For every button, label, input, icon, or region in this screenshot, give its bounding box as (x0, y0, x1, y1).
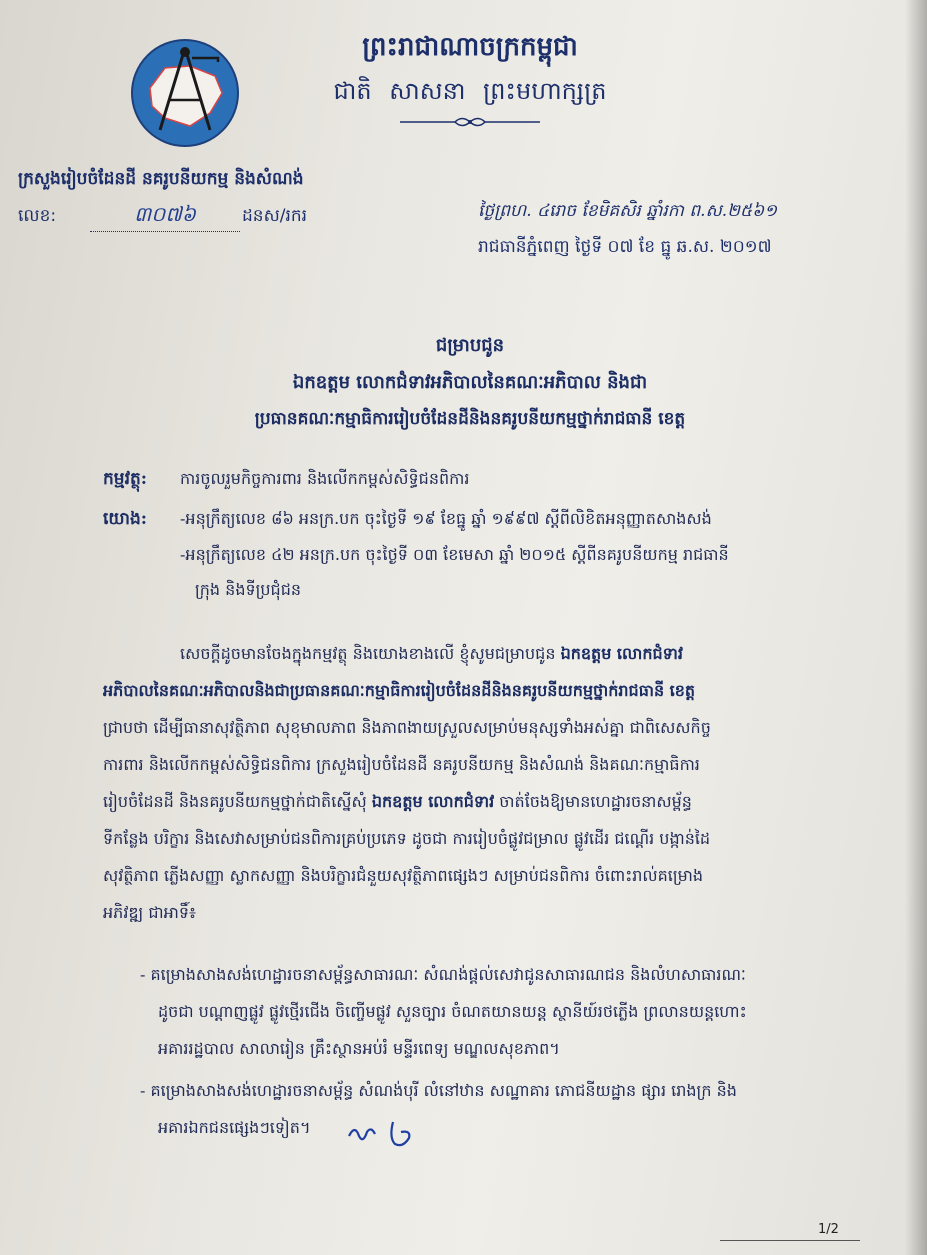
body-line-5-honorific: ឯកឧត្តម លោកជំទាវ (371, 792, 495, 811)
reference-item-2-line-1: -អនុក្រឹត្យលេខ ៤២ អនក្រ.បក ចុះថ្ងៃទី ០៣ ខែមេសា ឆ្នាំ ២០១៥ ស្ដីពីនគរូបនីយកម្ម រាជធានី (180, 545, 729, 564)
ref-suffix: ដនស/រករ (242, 206, 308, 226)
address-line-2: ឯកឧត្តម លោកជំទាវអភិបាលនៃគណៈអភិបាល និងជា (292, 372, 648, 393)
handwritten-initials-icon (345, 1114, 425, 1154)
subject-label: កម្មវត្ថុ: (103, 469, 148, 489)
date-solar: រាជធានីភ្នំពេញ ថ្ងៃទី ០៧ ខែ ធ្នូ ឆ.ស. ២០១៧ (478, 237, 772, 257)
national-motto: ជាតិ សាសនា ព្រះមហាក្សត្រ (333, 77, 607, 105)
bullet-1-line-3: អគាររដ្ឋបាល សាលារៀន គ្រឹះស្ថានអប់រំ មន្ទីរពេទ្យ មណ្ឌលសុខភាព។ (158, 1039, 560, 1058)
body-line-1-honorific: ឯកឧត្តម លោកជំទាវ (560, 644, 683, 663)
body-line-5-text-a: រៀបចំដែនដី និងនគរូបនីយកម្មថ្នាក់ជាតិស្នើសុំ (103, 792, 372, 811)
body-line-2: អភិបាលនៃគណៈអភិបាលនិងជាប្រធានគណៈកម្មាធិការរៀបចំដែនដីនិងនគរូបនីយកម្មថ្នាក់រាជធានី ខេត្ត (103, 681, 696, 700)
body-line-8: អភិវឌ្ឍ ជាអាទិ៍៖ (103, 903, 197, 922)
body-line-1 (180, 643, 880, 667)
page-shadow (905, 0, 927, 1255)
date-lunar: ថ្ងៃ​ព្រហ. ៤​រោច ខែ​មិគសិរ ឆ្នាំរកា ព.ស.២៥៦១ (478, 201, 777, 221)
address-line-1: ជម្រាបជូន (435, 335, 505, 356)
bullet-1-line-2: ដូចជា បណ្ដាញផ្លូវ ផ្លូវថ្មើរជើង ចិញ្ចើមផ្លូវ សួនច្បារ ចំណតយានយន្ត ស្ថានីយ៍រថភ្លើង ព្រលានយន្តហោះ (158, 1002, 747, 1021)
ref-number: ៣០៧៦ (90, 201, 240, 232)
ref-label: លេខ: (18, 206, 57, 226)
body-line-3: ជ្រាបថា ដើម្បីធានាសុវត្ថិភាព សុខុមាលភាព និងភាពងាយស្រួលសម្រាប់មនុស្សទាំងអស់គ្នា ជាពិសេសកិច្ច (103, 718, 711, 737)
ministry-logo-icon (130, 38, 240, 148)
body-line-4: ការពារ និងលើកកម្ពស់សិទ្ធិជនពិការ ក្រសួងរៀបចំដែនដី នគរូបនីយកម្ម និងសំណង់ និងគណៈកម្មាធិការ (103, 755, 700, 774)
address-line-3: ប្រធានគណៈកម្មាធិការរៀបចំដែនដីនិងនគរូបនីយកម្មថ្នាក់រាជធានី ខេត្ត (254, 409, 686, 429)
ministry-name: ក្រសួងរៀបចំដែនដី នគរូបនីយកម្ម និងសំណង់ (18, 169, 304, 189)
reference-item-2-line-2: ក្រុង និងទីប្រជុំជន (195, 580, 302, 599)
subject-text: ការចូលរួមកិច្ចការពារ និងលើកកម្ពស់សិទ្ធិជនពិការ (180, 469, 470, 488)
bullet-1-line-1: - គម្រោងសាងសង់ហេដ្ឋារចនាសម្ព័ន្ធសាធារណៈ សំណង់ផ្ដល់សេវាជូនសាធារណជន និងលំហសាធារណៈ (140, 965, 746, 984)
ornament-divider-icon (395, 115, 545, 129)
footer-rule (720, 1240, 860, 1241)
kingdom-title: ព្រះរាជាណាចក្រកម្ពុជា (362, 32, 578, 62)
body-line-7: សុវត្ថិភាព ភ្លើងសញ្ញា ស្លាកសញ្ញា និងបរិក្ខារជំនួយសុវត្ថិភាពផ្សេងៗ សម្រាប់ជនពិការ ចំពោះរាល់គម្រោង (103, 866, 704, 885)
page-number: 1/2 (818, 1222, 839, 1237)
reference-number-row (18, 202, 378, 233)
bullet-2-line-1: - គម្រោងសាងសង់ហេដ្ឋារចនាសម្ព័ន្ធ សំណង់បុរី លំនៅឋាន សណ្ឋាគារ ភោជនីយដ្ឋាន ផ្សារ រោងក្រ និង (140, 1081, 737, 1100)
body-line-1-text: សេចក្ដីដូចមានចែងក្នុងកម្មវត្ថុ និងយោងខាងលើ ខ្ញុំសូមជម្រាបជូន (180, 644, 561, 663)
body-line-5-text-c: ចាត់ចែងឱ្យមានហេដ្ឋារចនាសម្ព័ន្ធ (494, 792, 692, 811)
body-line-6: ទីកន្លែង បរិក្ខារ និងសេវាសម្រាប់ជនពិការគ្រប់ប្រភេទ ដូចជា ការរៀបចំផ្លូវជម្រាល ផ្លូវដើរ ជណ្ដើរ បង្កាន់ដៃ (103, 829, 711, 848)
body-line-5 (103, 791, 843, 815)
bullet-2-line-2: អគារឯកជនផ្សេងៗទៀត។ (158, 1118, 311, 1137)
reference-item-1: -អនុក្រឹត្យលេខ ៨៦ អនក្រ.បក ចុះថ្ងៃទី ១៩ ខែធ្នូ ឆ្នាំ ១៩៩៧ ស្ដីពីលិខិតអនុញ្ញាតសាងសង់ (180, 509, 712, 528)
reference-label: យោង: (103, 509, 148, 529)
